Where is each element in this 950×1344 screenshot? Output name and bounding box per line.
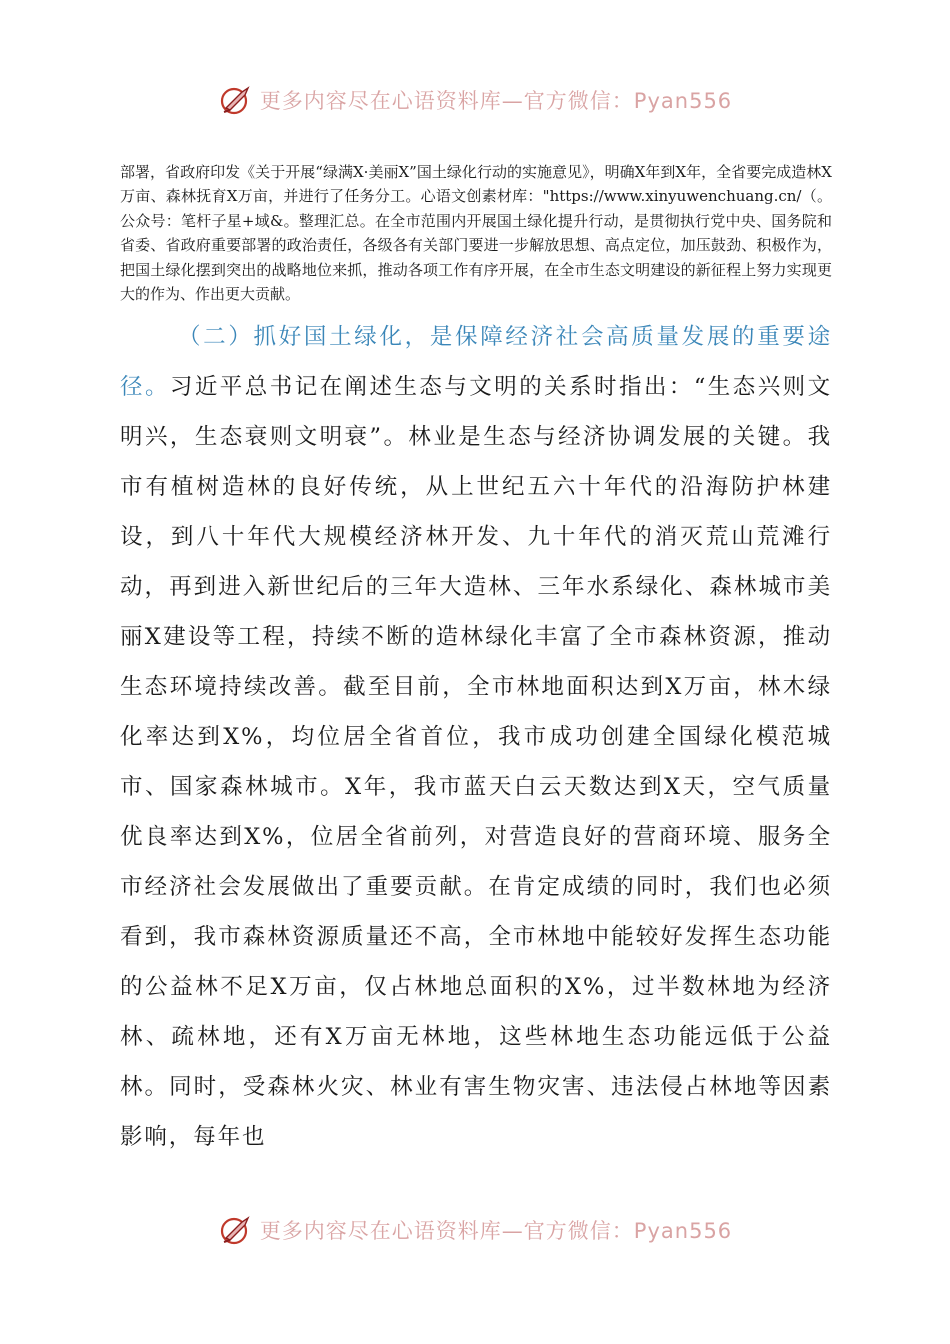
- quill-pen-logo-icon: [218, 82, 254, 118]
- continued-paragraph: 部署，省政府印发《关于开展“绿满X·美丽X”国土绿化行动的实施意见》，明确X年到X年，全省要完成造林X万亩、森林抚育X万亩，并进行了任务分工。心语文创素材库："https://www.xinyuwenchuang.cn/（。公众号：笔杆子星+域&。整理汇总。在全市范围内开展国土绿化提升行动，是贯彻执行党中央、国务院和省委、省政府重要部署的政治责任，各级各有关部门要进一步解放思想、高点定位，加压鼓劲、积极作为，把国土绿化摆到突出的战略地位来抓，推动各项工作有序开展，在全市生态文明建设的新征程上努力实现更大的作为、作出更大贡献。: [120, 163, 832, 304]
- section-body-text: 习近平总书记在阐述生态与文明的关系时指出：“生态兴则文明兴，生态衰则文明衰”。林业是生态与经济协调发展的关键。我市有植树造林的良好传统，从上世纪五六十年代的沿海防护林建设，到八十年代大规模经济林开发、九十年代的消灭荒山荒滩行动，再到进入新世纪后的三年大造林、三年水系绿化、森林城市美丽X建设等工程，持续不断的造林绿化丰富了全市森林资源，推动生态环境持续改善。截至目前，全市林地面积达到X万亩，林木绿化率达到X%，均位居全省首位，我市成功创建全国绿化模范城市、国家森林城市。X年，我市蓝天白云天数达到X天，空气质量优良率达到X%，位居全省前列，对营造良好的营商环境、服务全市经济社会发展做出了重要贡献。在肯定成绩的同时，我们也必须看到，我市森林资源质量还不高，全市林地中能较好发挥生态功能的公益林不足X万亩，仅占林地总面积的X%，过半数林地为经济林、疏林地，还有X万亩无林地，这些林地生态功能远低于公益林。同时，受森林火灾、林业有害生物灾害、违法侵占林地等因素影响，每年也: [120, 374, 832, 1150]
- footer-banner: [0, 1210, 950, 1250]
- header-banner: [0, 80, 950, 120]
- quill-pen-logo-icon: [218, 1212, 254, 1248]
- footer-banner-text: 更多内容尽在心语资料库—官方微信：Pyan556: [259, 1219, 733, 1243]
- section-heading: （二）抓好国土绿化，是保障经济社会高质量发展的重要途径。: [120, 324, 832, 400]
- header-banner-text: 更多内容尽在心语资料库—官方微信：Pyan556: [259, 89, 733, 113]
- section-paragraph: [120, 312, 832, 1162]
